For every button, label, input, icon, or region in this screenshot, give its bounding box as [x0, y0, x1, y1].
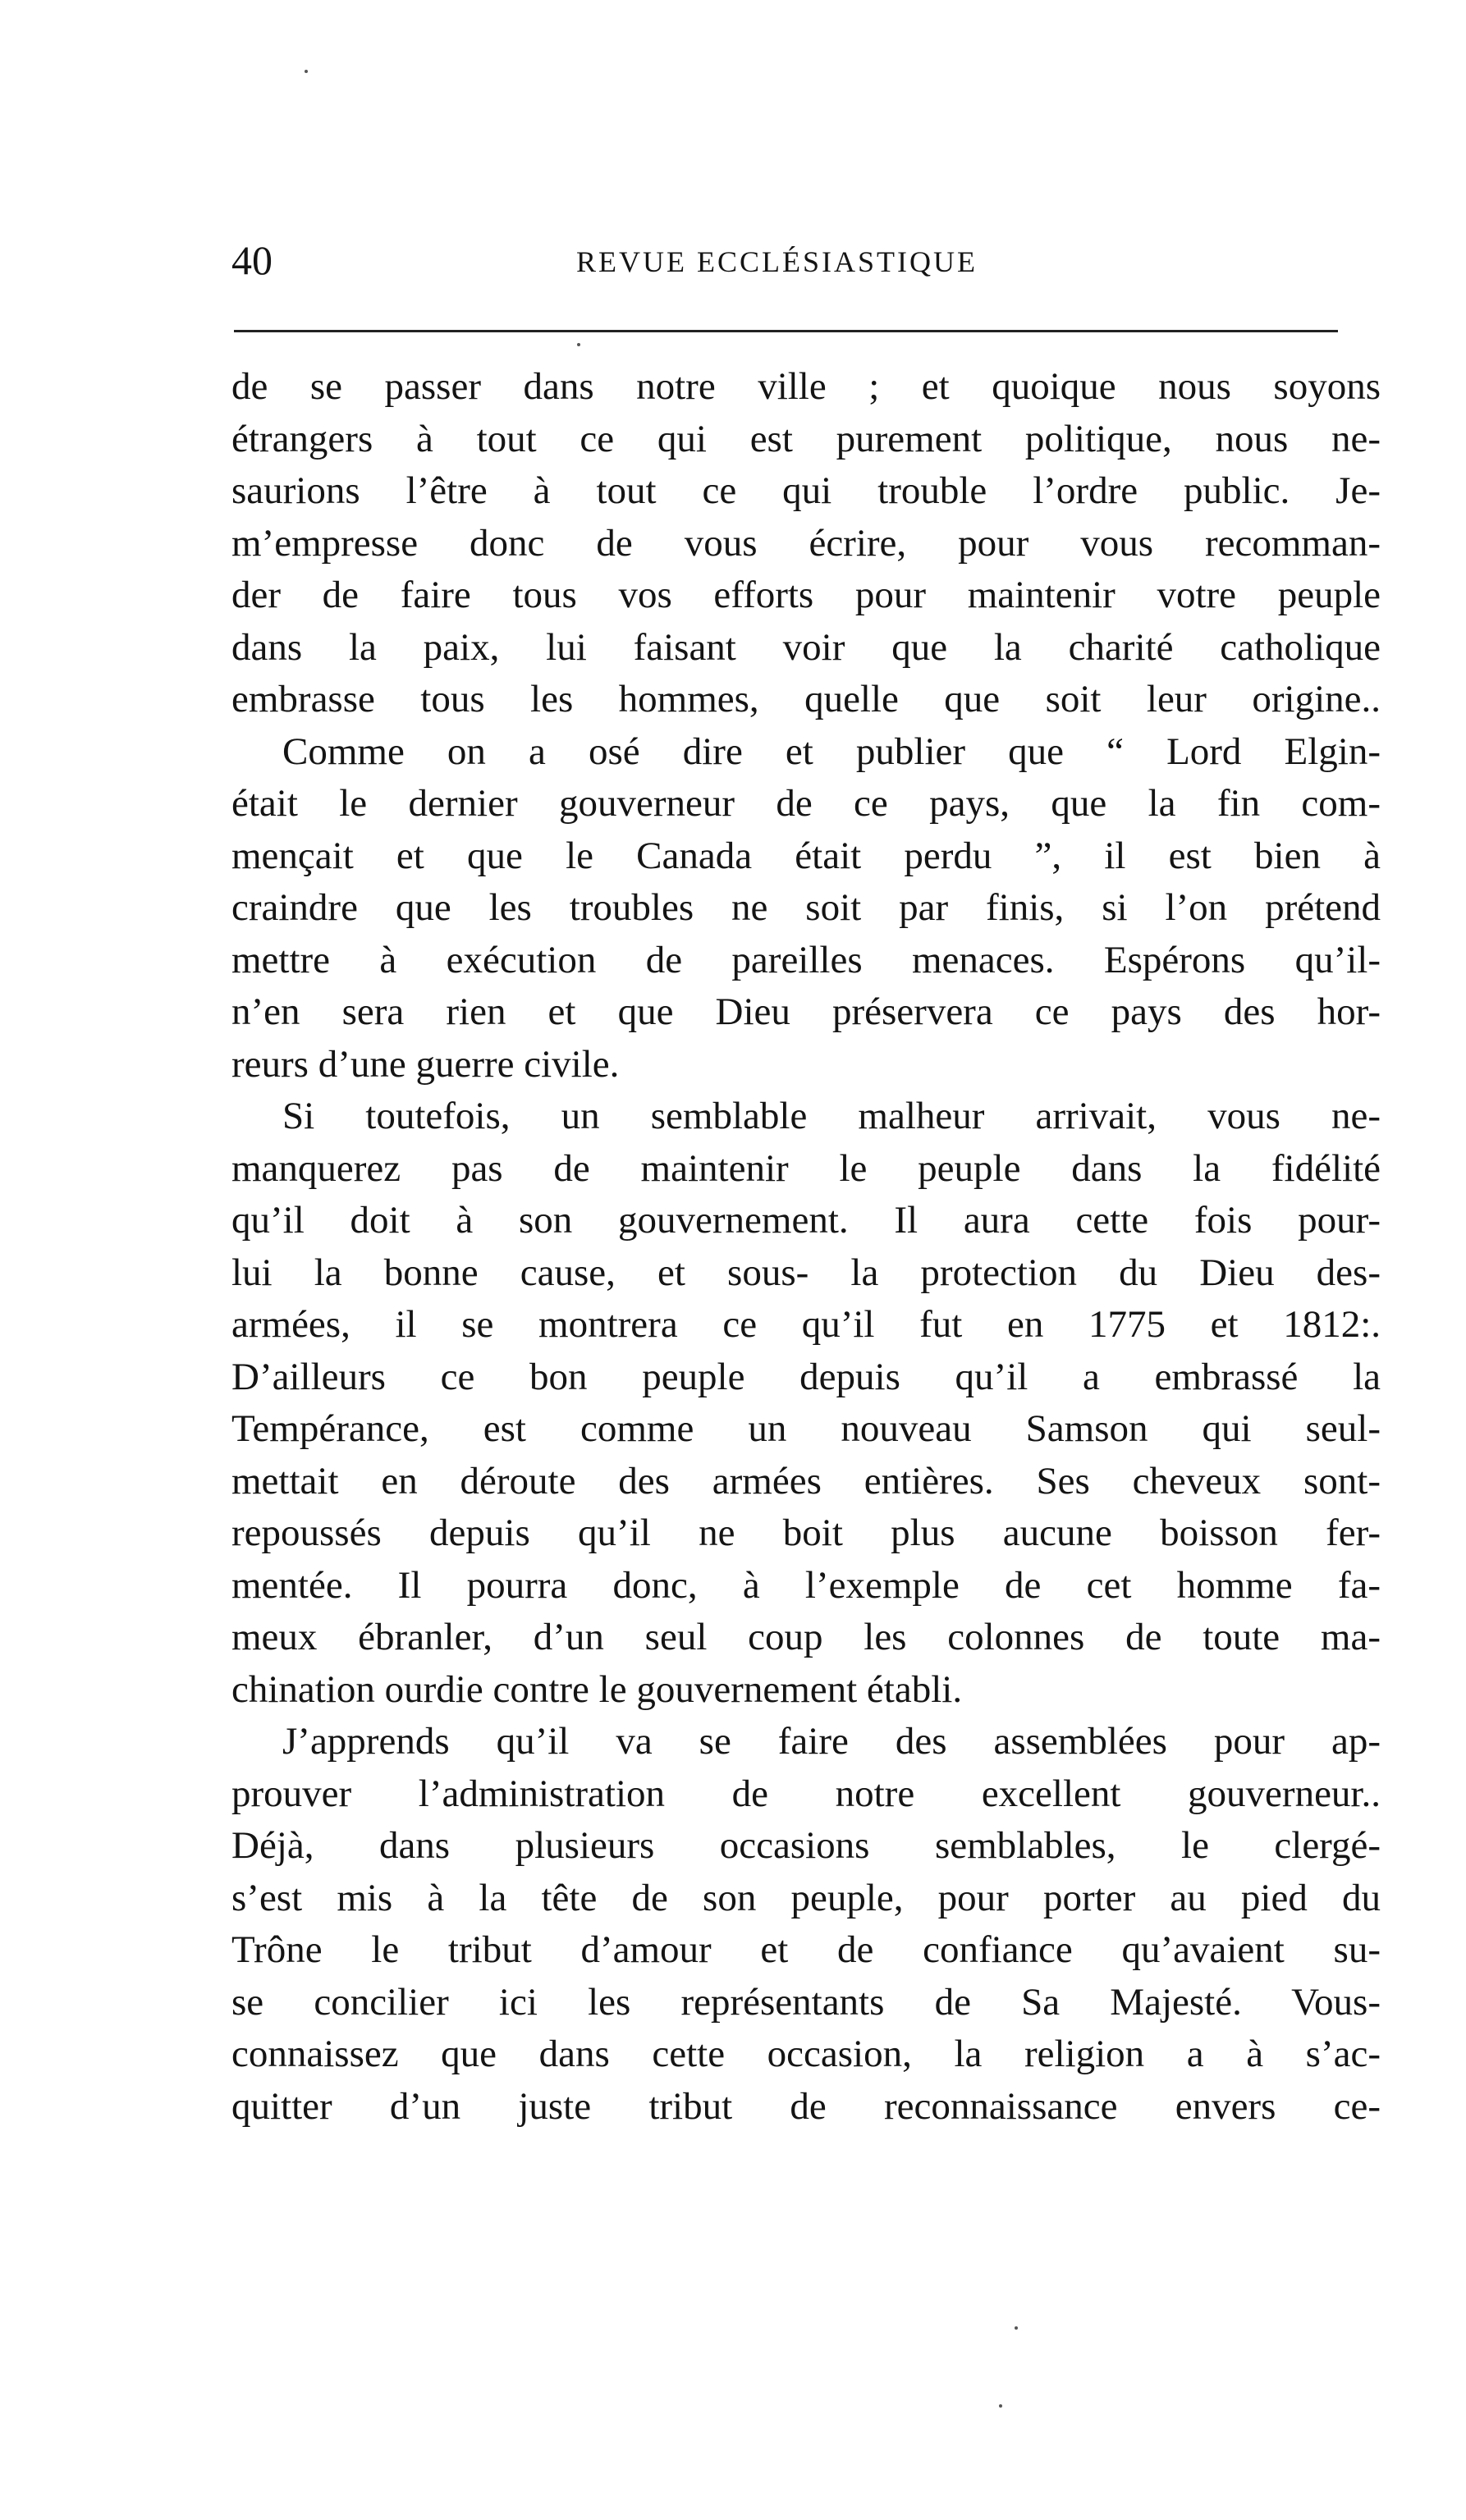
print-speck [1015, 2326, 1018, 2330]
text-line: connaissez que dans cette occasion, la religion a à s’ac- [231, 2033, 1381, 2075]
text-line: mettre à exécution de pareilles menaces. Espérons qu’il- [231, 938, 1381, 981]
text-line: mençait et que le Canada était perdu ”, il est bien à [231, 834, 1381, 877]
header-rule [234, 330, 1338, 332]
text-line: Trône le tribut d’amour et de confiance qu’avaient su- [231, 1928, 1381, 1971]
text-line: se concilier ici les représentants de Sa Majesté. Vous- [231, 1980, 1381, 2024]
text-line: prouver l’administration de notre excellent gouverneur.. [231, 1772, 1381, 1815]
text-line: Déjà, dans plusieurs occasions semblables, le clergé- [231, 1824, 1381, 1867]
text-line: Tempérance, est comme un nouveau Samson qui seul- [231, 1407, 1381, 1450]
text-line: reurs d’une guerre civile. [231, 1042, 620, 1086]
text-line: de se passer dans notre ville ; et quoique nous soyons [231, 365, 1381, 408]
text-line: dans la paix, lui faisant voir que la charité catholique [231, 625, 1381, 669]
print-speck [305, 70, 308, 73]
text-line: repoussés depuis qu’il ne boit plus aucune boisson fer- [231, 1512, 1381, 1554]
text-line: Si toutefois, un semblable malheur arrivait, vous ne- [282, 1095, 1381, 1137]
text-line: était le dernier gouverneur de ce pays, que la fin com- [231, 782, 1381, 825]
text-line: qu’il doit à son gouvernement. Il aura cette fois pour- [231, 1199, 1381, 1242]
page-number: 40 [231, 237, 273, 283]
text-line: manquerez pas de maintenir le peuple dans la fidélité [231, 1146, 1381, 1190]
text-line: mentée. Il pourra donc, à l’exemple de cet homme fa- [231, 1563, 1381, 1607]
text-line: armées, il se montrera ce qu’il fut en 1775 et 1812:. [231, 1303, 1381, 1346]
text-line: quitter d’un juste tribut de reconnaissance envers ce- [231, 2084, 1381, 2128]
text-line: J’apprends qu’il va se faire des assemblées pour ap- [282, 1720, 1381, 1763]
text-line: s’est mis à la tête de son peuple, pour porter au pied du [231, 1876, 1381, 1919]
text-line: étrangers à tout ce qui est purement politique, nous ne- [231, 417, 1381, 460]
text-line: saurions l’être à tout ce qui trouble l’ordre public. Je- [231, 469, 1381, 512]
print-speck [999, 2404, 1002, 2408]
text-line: der de faire tous vos efforts pour maintenir votre peuple [231, 574, 1381, 616]
text-line: Comme on a osé dire et publier que “ Lord Elgin- [282, 729, 1381, 773]
text-line: craindre que les troubles ne soit par finis, si l’on prétend [231, 886, 1381, 929]
text-line: mettait en déroute des armées entières. Ses cheveux sont- [231, 1459, 1381, 1502]
running-title: REVUE ECCLÉSIASTIQUE [576, 245, 978, 278]
running-head [231, 231, 1381, 289]
text-line: n’en sera rien et que Dieu préservera ce pays des hor- [231, 990, 1381, 1033]
body-text [231, 361, 1381, 2133]
print-speck [577, 343, 580, 346]
text-line: chination ourdie contre le gouvernement établi. [231, 1667, 963, 1711]
text-line: embrasse tous les hommes, quelle que soit leur origine.. [231, 678, 1381, 720]
text-line: m’empresse donc de vous écrire, pour vous recomman- [231, 521, 1381, 565]
text-line: meux ébranler, d’un seul coup les colonnes de toute ma- [231, 1616, 1381, 1658]
text-line: lui la bonne cause, et sous- la protection du Dieu des- [231, 1251, 1381, 1294]
text-line: D’ailleurs ce bon peuple depuis qu’il a embrassé la [231, 1355, 1381, 1398]
